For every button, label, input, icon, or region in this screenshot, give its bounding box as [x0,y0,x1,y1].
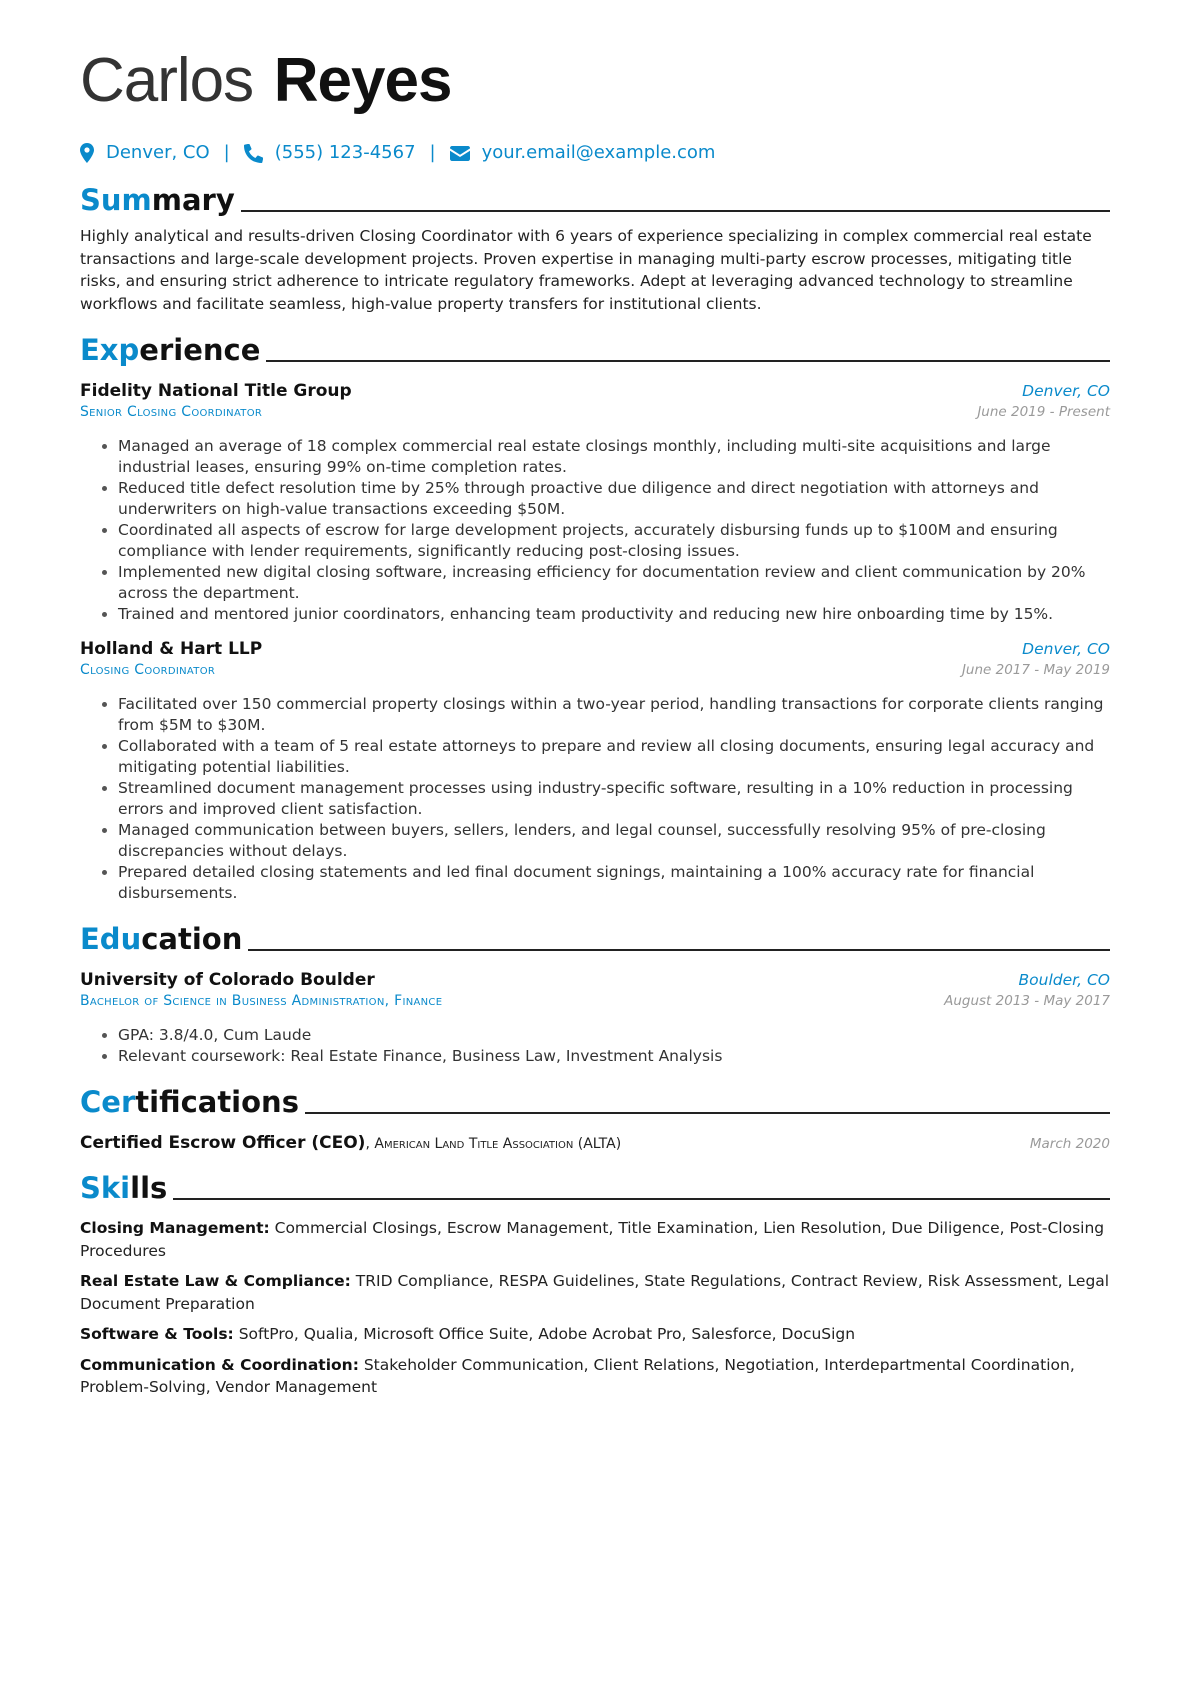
heading-accent: Edu [80,922,142,956]
education-bullets [80,1025,1110,1067]
section-divider [266,360,1110,362]
list-item: • Managed an average of 18 complex commercial real estate closings monthly, including multi-site acquisitions and large industrial leases, ensuring 99% on-time completion rates. [118,436,1110,478]
section-divider [305,1112,1110,1114]
heading-rest: cation [141,922,243,956]
envelope-icon [450,146,470,161]
list-item: • Collaborated with a team of 5 real estate attorneys to prepare and review all closing documents, ensuring legal accuracy and mitigating potential liabilities. [118,736,1110,778]
contact-separator: | [223,142,230,163]
experience-entry [80,639,1110,904]
experience-heading [80,333,1110,367]
skill-group [80,1270,1110,1315]
skill-values: Stakeholder Communication, Client Relations, Negotiation, Interdepartmental Coordination, Problem-Solving, Vendor Management [80,1355,1075,1396]
skill-values: SoftPro, Qualia, Microsoft Office Suite, Adobe Acrobat Pro, Salesforce, DocuSign [233,1325,856,1343]
job-title: Senior Closing Coordinator [80,404,263,420]
skill-values: TRID Compliance, RESPA Guidelines, State Regulations, Contract Review, Risk Assessment, Legal Document Preparation [80,1272,1110,1313]
skill-values: Commercial Closings, Escrow Management, Title Examination, Lien Resolution, Due Diligence, Post-Closing Procedures [80,1219,1105,1260]
summary-text: Highly analytical and results-driven Closing Coordinator with 6 years of experience specializing in complex commercial real estate transactions and large-scale development projects. Proven expertise in managing multi-party escrow processes, mitigating title risks, and ensuring strict adherence to intricate regulatory frameworks. Adept at leveraging advanced technology to streamline workflows and facilitate seamless, high-value property transfers for institutional clients. [80,227,1092,313]
heading-accent: Ski [80,1171,131,1205]
heading-accent: Sum [80,183,152,217]
section-title [80,1085,299,1119]
skill-label: Closing Management: [80,1219,270,1237]
experience-entry [80,381,1110,625]
list-item: • Implemented new digital closing software, increasing efficiency for documentation review and client communication by 20% across the department. [118,562,1110,604]
certification-org: , American Land Title Association (ALTA) [365,1136,622,1152]
job-bullets [80,694,1110,904]
email-link[interactable]: your.email@example.com [481,142,716,163]
job-dates: June 2019 - Present [977,404,1110,420]
contact-phone[interactable] [244,141,416,165]
list-item: • Facilitated over 150 commercial property closings within a two-year period, handling transactions for corporate clients ranging from $5M to $30M. [118,694,1110,736]
school-name: University of Colorado Boulder [80,970,375,990]
phone-icon [244,144,263,163]
heading-rest: tifications [135,1085,299,1119]
skill-label: Communication & Coordination: [80,1355,359,1374]
education-entry [80,970,1110,1067]
list-item: • GPA: 3.8/4.0, Cum Laude [118,1025,1110,1046]
contact-location [80,141,210,165]
company-name: Holland & Hart LLP [80,639,263,659]
location-text: Denver, CO [106,142,210,163]
job-location: Denver, CO [1022,640,1110,658]
summary-heading [80,183,1110,217]
contact-bar [80,141,1110,165]
certification-name: Certified Escrow Officer (CEO) [80,1133,366,1153]
certification-date: March 2020 [1029,1136,1110,1152]
education-dates: August 2013 - May 2017 [944,993,1110,1009]
section-title [80,183,235,217]
heading-rest: lls [130,1171,168,1205]
section-divider [241,210,1110,212]
company-name: Fidelity National Title Group [80,381,352,401]
skills-list [80,1217,1110,1399]
list-item: • Coordinated all aspects of escrow for large development projects, accurately disbursing funds up to $100M and ensuring compliance with lender requirements, significantly reducing post-closing issues. [118,520,1110,562]
skill-label: Software & Tools: [80,1325,234,1343]
list-item: • Prepared detailed closing statements and led final document signings, maintaining a 100% accuracy rate for financial disbursements. [118,862,1110,904]
contact-email[interactable] [450,141,716,165]
skill-group [80,1323,1110,1346]
skills-heading [80,1171,1110,1205]
education-heading [80,922,1110,956]
section-title [80,333,260,367]
section-divider [173,1198,1110,1200]
map-pin-icon [80,143,94,163]
job-dates: June 2017 - May 2019 [961,662,1110,678]
list-item: • Trained and mentored junior coordinators, enhancing team productivity and reducing new hire onboarding time by 15%. [118,604,1110,625]
certification-entry [80,1133,1110,1153]
section-divider [248,949,1110,951]
skill-group [80,1217,1110,1262]
school-location: Boulder, CO [1018,971,1110,989]
job-bullets [80,436,1110,625]
degree: Bachelor of Science in Business Administration, Finance [80,993,443,1009]
section-title [80,922,242,956]
skill-label: Real Estate Law & Compliance: [80,1272,351,1290]
skill-group [80,1354,1110,1399]
heading-rest: erience [139,333,261,367]
last-name: Reyes [273,46,452,115]
heading-rest: mary [151,183,235,217]
first-name: Carlos [80,46,254,115]
contact-separator: | [429,142,436,163]
list-item: • Relevant coursework: Real Estate Finance, Business Law, Investment Analysis [118,1046,1110,1067]
list-item: • Managed communication between buyers, sellers, lenders, and legal counsel, successfully resolving 95% of pre-closing discrepancies without delays. [118,820,1110,862]
certifications-heading [80,1085,1110,1119]
candidate-name [80,40,1110,121]
list-item: • Reduced title defect resolution time by 25% through proactive due diligence and direct negotiation with attorneys and underwriters on high-value transactions exceeding $50M. [118,478,1110,520]
job-location: Denver, CO [1022,382,1110,400]
section-title [80,1171,167,1205]
heading-accent: Exp [80,333,140,367]
job-title: Closing Coordinator [80,662,216,678]
list-item: • Streamlined document management processes using industry-specific software, resulting in a 10% reduction in processing errors and improved client satisfaction. [118,778,1110,820]
heading-accent: Cer [80,1085,136,1119]
phone-text: (555) 123-4567 [274,142,416,163]
